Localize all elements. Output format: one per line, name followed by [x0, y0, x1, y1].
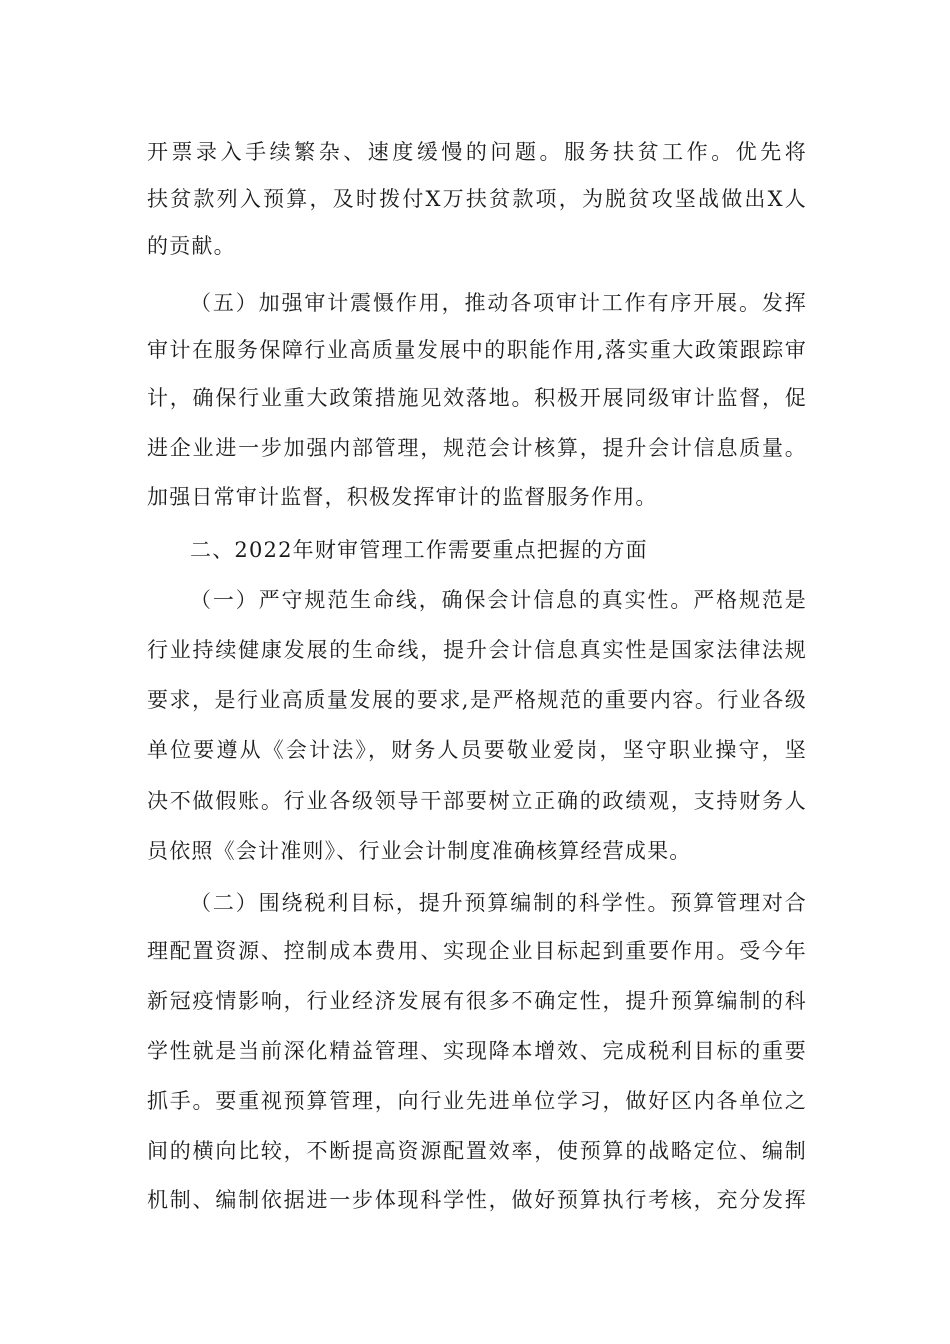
- text-line: 行业持续健康发展的生命线，提升会计信息真实性是国家法律法规: [147, 638, 807, 662]
- text-line: 决不做假账。行业各级领导干部要树立正确的政绩观，支持财务人: [147, 789, 807, 813]
- text-line: 扶贫款列入预算，及时拨付X万扶贫款项，为脱贫攻坚战做出X人: [147, 187, 807, 211]
- text-line: 的贡献。: [147, 234, 236, 258]
- section-heading-1: （一）严守规范生命线，确保会计信息的真实性。严格规范是: [190, 588, 807, 612]
- text-line: 学性就是当前深化精益管理、实现降本增效、完成税利目标的重要: [147, 1039, 807, 1063]
- text-line: 加强日常审计监督，积极发挥审计的监督服务作用。: [147, 485, 658, 509]
- text-line: 开票录入手续繁杂、速度缓慢的问题。服务扶贫工作。优先将: [147, 140, 807, 164]
- section-heading-2: （二）围绕税利目标，提升预算编制的科学性。预算管理对合: [190, 891, 807, 915]
- text-line: 员依照《会计准则》、行业会计制度准确核算经营成果。: [147, 839, 692, 863]
- text-line: 新冠疫情影响，行业经济发展有很多不确定性，提升预算编制的科: [147, 989, 807, 1013]
- text-line: 单位要遵从《会计法》，财务人员要敬业爱岗，坚守职业操守，坚: [147, 738, 807, 762]
- text-line: 理配置资源、控制成本费用、实现企业目标起到重要作用。受今年: [147, 939, 807, 963]
- section-title: 二、2022年财审管理工作需要重点把握的方面: [190, 538, 648, 562]
- text-line: 审计在服务保障行业高质量发展中的职能作用,落实重大政策跟踪审: [147, 338, 807, 362]
- text-line: 进企业进一步加强内部管理，规范会计核算，提升会计信息质量。: [147, 436, 807, 460]
- text-line: 要求，是行业高质量发展的要求,是严格规范的重要内容。行业各级: [147, 688, 807, 712]
- text-line: 抓手。要重视预算管理，向行业先进单位学习，做好区内各单位之: [147, 1089, 807, 1113]
- text-line: 计，确保行业重大政策措施见效落地。积极开展同级审计监督，促: [147, 386, 807, 410]
- text-line: 间的横向比较，不断提高资源配置效率，使预算的战略定位、编制: [147, 1139, 807, 1163]
- section-heading-5: （五）加强审计震慑作用，推动各项审计工作有序开展。发挥: [190, 291, 807, 315]
- text-line: 机制、编制依据进一步体现科学性，做好预算执行考核，充分发挥: [147, 1188, 807, 1212]
